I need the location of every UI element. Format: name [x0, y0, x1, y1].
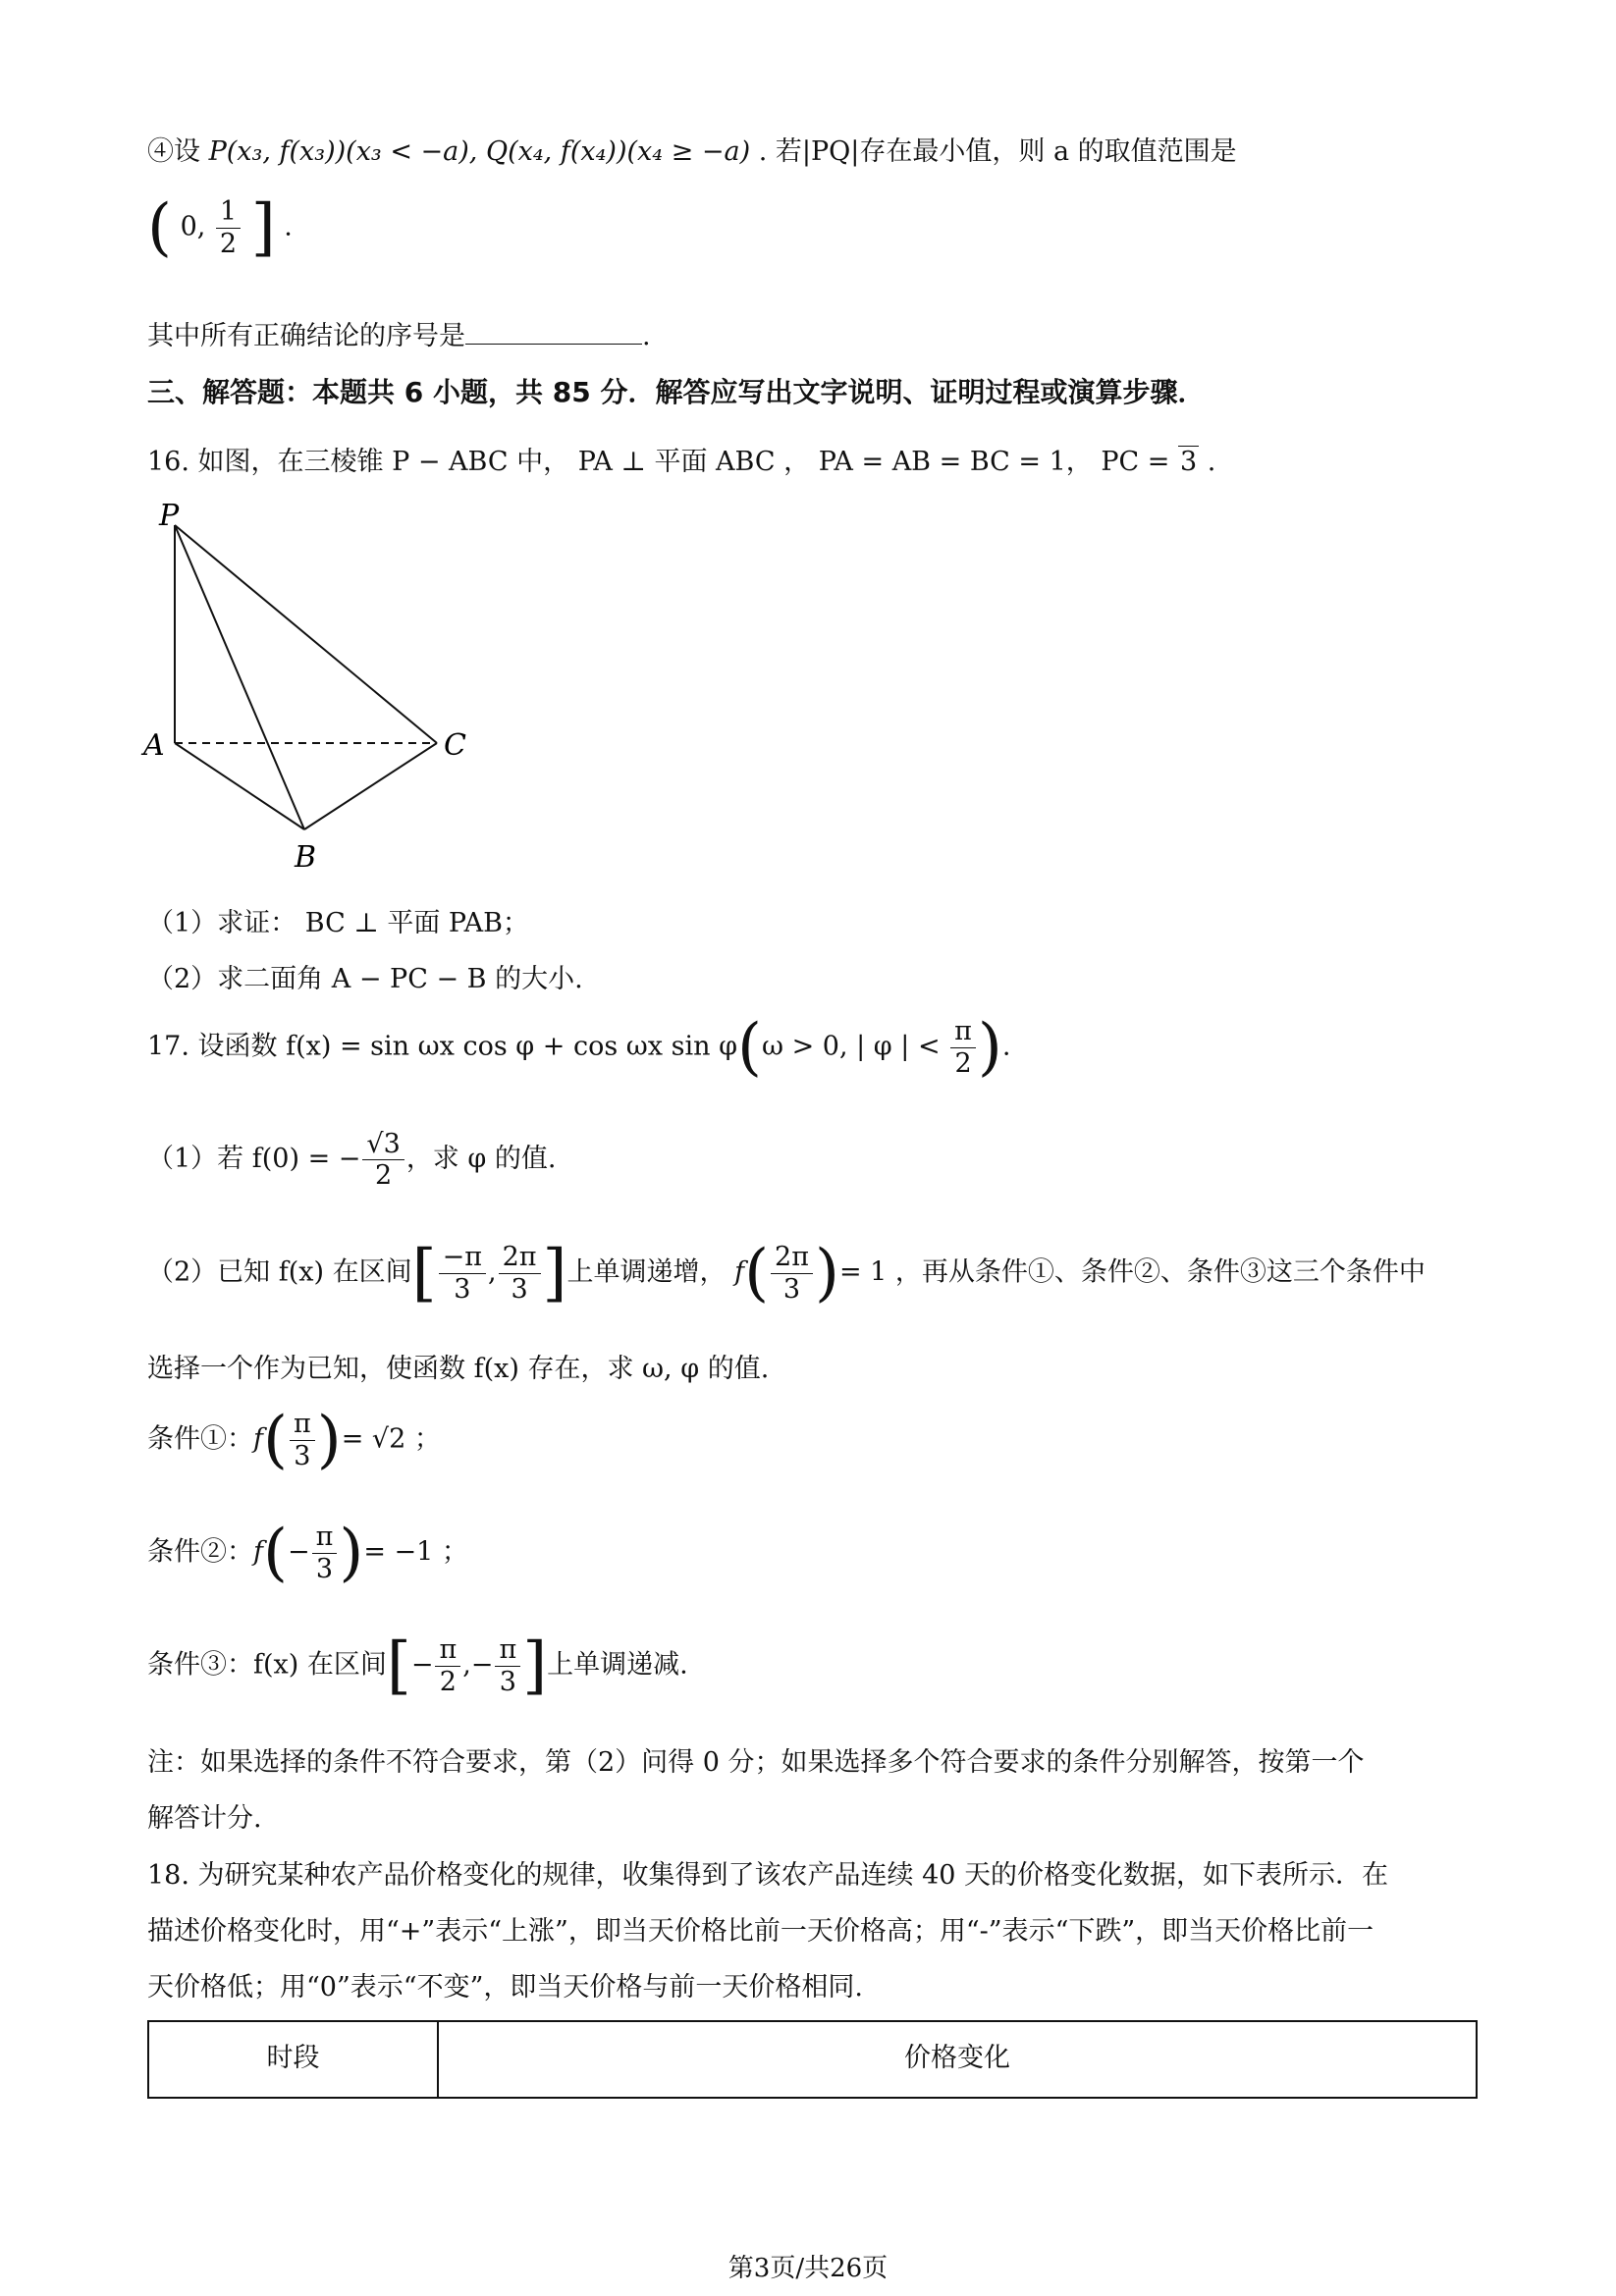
- label-c: C: [444, 728, 466, 763]
- item4-text: . 若|PQ|存在最小值，则 a 的取值范围是: [758, 136, 1237, 167]
- label-b: B: [295, 840, 317, 875]
- label-p: P: [159, 499, 180, 533]
- item4-marker: ④设: [147, 136, 200, 167]
- price-change-table: [147, 2020, 1478, 2099]
- q18-line1: 18. 为研究某种农产品价格变化的规律，收集得到了该农产品连续 40 天的价格变化数据，如下表所示．在: [147, 1860, 1389, 1891]
- page-footer: 第3页/共26页: [727, 2254, 889, 2283]
- q16-part1: （1）求证： BC ⊥ 平面 PAB；: [147, 908, 529, 938]
- q16-stem: 16. 如图，在三棱锥 P − ABC 中， PA ⊥ 平面 ABC ， PA = AB = BC = 1， PC = 3 .: [147, 447, 1216, 477]
- item4-range: ( 0, $\frac{1}{2}$ ] .: [147, 191, 293, 264]
- q17-condition-1: 条件①：f( $\frac{\pi}{3}$ )= √2 ；: [147, 1404, 441, 1476]
- edge-bc: [304, 743, 437, 829]
- edge-pc: [175, 525, 437, 743]
- q17-stem: 17. 设函数 f(x) = sin ωx cos φ + cos ωx sin φ(ω > 0, | φ | < $\frac{\pi}{2}$ ).: [147, 1011, 1011, 1084]
- q17-part1: （1）若 f(0) = − $\frac{√3}{2}$ ，求 φ 的值.: [147, 1129, 557, 1192]
- q17-part2-line2: 选择一个作为已知，使函数 f(x) 存在，求 ω, φ 的值.: [147, 1354, 770, 1384]
- q17-condition-2: 条件②：f(− $\frac{\pi}{3}$ )= −1 ；: [147, 1517, 468, 1589]
- q17-condition-3: 条件③：f(x) 在区间[− $\frac{\pi}{2}$ ,− $\frac{\pi}{3}$ ]上单调递减.: [147, 1629, 688, 1702]
- tetrahedron-figure: [137, 496, 491, 879]
- section-3-heading: 三、解答题：本题共 6 小题，共 85 分．解答应写出文字说明、证明过程或演算步骤．: [147, 376, 1206, 408]
- q18-line3: 天价格低；用“0”表示“不变”，即当天价格与前一天价格相同.: [147, 1972, 863, 2002]
- q16-part2: （2）求二面角 A − PC − B 的大小.: [147, 964, 583, 994]
- q17-part2: （2）已知 f(x) 在区间[ $\frac{-\pi}{3}$ , $\frac{2\pi}{3}$ ]上单调递增， f( $\frac{2\pi}{3}$ )= 1 ，再从条件①、条件②、条件③这三个条件中: [147, 1237, 1426, 1309]
- correct-answers-line: 其中所有正确结论的序号是 .: [147, 321, 651, 351]
- item4-line: [147, 130, 1237, 168]
- table-header-price-change: 价格变化: [904, 2043, 1010, 2073]
- label-a: A: [143, 728, 165, 763]
- edge-pb: [175, 525, 304, 829]
- q17-note-line2: 解答计分.: [147, 1803, 262, 1834]
- q18-line2: 描述价格变化时，用“+”表示“上涨”，即当天价格比前一天价格高；用“-”表示“下跌”，即当天价格比前一: [147, 1916, 1374, 1947]
- answer-blank: [465, 344, 642, 345]
- table-header-period: 时段: [149, 2022, 439, 2097]
- q17-note-line1: 注：如果选择的条件不符合要求，第（2）问得 0 分；如果选择多个符合要求的条件分别解答，按第一个: [147, 1747, 1365, 1778]
- fraction-one-half: $\frac{1}{2}$: [216, 196, 241, 258]
- item4-expr: P(x₃, f(x₃))(x₃ < −a), Q(x₄, f(x₄))(x₄ ≥ −a): [208, 136, 751, 167]
